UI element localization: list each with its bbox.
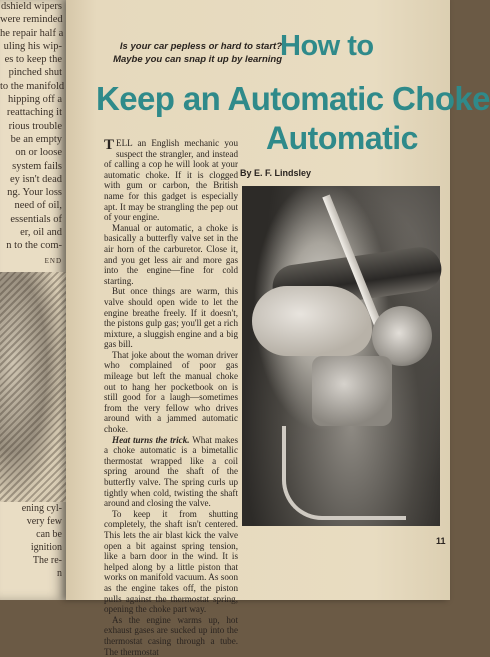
article-kicker: Is your car pepless or hard to start? Maybe you can snap it up by learning <box>113 41 282 65</box>
left-line: er, oil and <box>20 227 62 239</box>
left-line: uling his wip- <box>3 40 62 52</box>
photo-hand <box>252 286 372 356</box>
paragraph-3: But once things are warm, this valve should open wide to let the engine breathe freely. If it doesn't, the pistons gulp gas; you'll get a rich mixture, a sluggish engine and a big gas bill. <box>104 286 238 350</box>
left-page-text <box>0 0 66 268</box>
left-line: reattaching it <box>6 107 62 119</box>
paragraph-4: That joke about the woman driver who complained of poor gas mileage but left the manual choke out to hang her pocketbook on is still good for a laugh—sometimes from the very fellow who drives around with a jammed automatic choke. <box>104 349 238 435</box>
left-line: were reminded <box>0 14 63 26</box>
byline: By E. F. Lindsley <box>240 168 312 178</box>
left-line: to the manifold <box>0 80 65 92</box>
left-line: very few <box>26 516 62 527</box>
illustration-hatching <box>0 272 66 502</box>
left-line: rious trouble <box>8 120 62 132</box>
left-line: n <box>57 568 62 579</box>
left-line: essentials of <box>10 213 62 225</box>
left-line: can be <box>36 529 62 540</box>
left-line: ening cyl- <box>21 503 62 514</box>
title-line-1: How to <box>280 30 374 62</box>
left-line: ey isn't dead <box>9 173 62 185</box>
left-page-illustration <box>0 272 66 502</box>
drop-cap: T <box>104 137 115 153</box>
left-line: The re- <box>32 555 62 566</box>
paragraph-5 <box>104 435 238 509</box>
title-line-3: Automatic <box>266 120 418 156</box>
left-line: system fails <box>12 160 62 172</box>
left-line: es to keep the <box>4 54 62 66</box>
left-line: on or loose <box>15 147 62 159</box>
article-body <box>104 138 238 657</box>
photo-wire <box>282 426 406 520</box>
left-line: n to the com- <box>6 240 62 252</box>
left-line: hipping off a <box>7 94 62 106</box>
paragraph-6: To keep it from shutting completely, the shaft isn't centered. This lets the air blast kick the valve open a bit against spring tension, like a barn door in the wind. It is helped along by a little piston that works on manifold vacuum. As soon as the engine takes off, the piston pulls against the thermostat spring, opening the choke part way. <box>104 508 238 615</box>
run-in-heading: Heat turns the trick. <box>112 434 190 445</box>
page-number: 11 <box>436 536 446 546</box>
left-line: he repair half a <box>0 27 64 39</box>
photo-choke-housing <box>312 356 392 426</box>
left-page <box>0 0 66 600</box>
left-line: be an empty <box>10 133 62 145</box>
end-mark: END <box>44 256 62 265</box>
left-page-text-bottom <box>0 502 66 580</box>
paragraph-5-text: What makes a choke automatic is a bimetallic thermostat wrapped like a coil spring around the shaft of the butterfly valve. The spring curls up tightly when cold, twisting the shaft around and closing the valve. <box>104 434 238 509</box>
paragraph-1 <box>104 138 238 223</box>
paragraph-7: As the engine warms up, hot exhaust gases are sucked up into the thermostat casing through a tube. The thermostat <box>104 614 238 657</box>
title-line-2: Keep an Automatic Choke <box>96 80 490 117</box>
left-line: pinched shut <box>8 67 62 79</box>
left-line: dshield wipers <box>1 1 62 12</box>
paragraph-2: Manual or automatic, a choke is basically a butterfly valve set in the air horn of the carburetor. Close it, and you get less air and more gas into the engine—fine for cold starting. <box>104 222 238 286</box>
left-line: ignition <box>30 542 62 553</box>
paragraph-1-text: ELL an English mechanic you suspect the strangler, and instead of calling a cop he will look at your automatic choke. If it is clogged with gum or carbon, the British name for this gadget is especially apt. It may be strangling the pep out of your engine. <box>104 138 238 223</box>
left-line: ng. Your loss <box>7 187 62 199</box>
left-line: need of oil, <box>14 200 62 212</box>
article-page <box>66 0 490 657</box>
choke-photo <box>242 186 440 526</box>
